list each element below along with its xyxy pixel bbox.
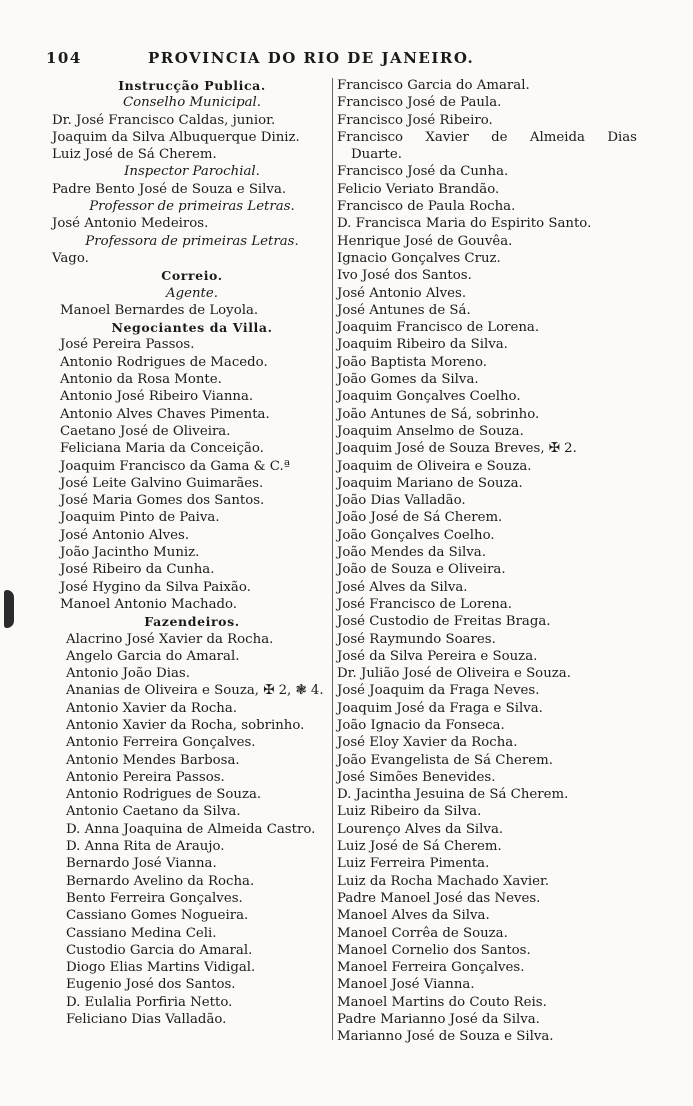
list-item: Manoel Antonio Machado. [60,596,238,612]
list-item: Antonio Xavier da Rocha. [66,700,238,716]
list-item: Dr. Julião José de Oliveira e Souza. [337,666,571,682]
fazendeiros-list [52,631,332,1029]
list-item: José Alves da Silva. [337,579,468,595]
subheading-conselho: Conselho Municipal. [122,95,262,111]
list-item: Padre Manoel José das Neves. [337,890,541,906]
section-heading-negociantes: Negociantes da Villa. [111,320,273,336]
list-item: Joaquim Francisco de Lorena. [337,320,540,336]
list-item: João Gomes da Silva. [337,372,479,388]
list-item: Antonio Alves Chaves Pimenta. [60,406,270,422]
list-item: José Ribeiro da Cunha. [60,562,215,578]
subheading-agente: Agente. [166,285,218,301]
professor-list [52,215,332,232]
list-item: Antonio Caetano da Silva. [66,804,241,820]
list-item: Custodio Garcia do Amaral. [66,942,253,958]
list-item: Antonio Rodrigues de Macedo. [60,354,268,370]
justified-word: Francisco [337,129,404,145]
list-item: D. Anna Rita de Araujo. [66,839,225,855]
list-item: Marianno José de Souza e Silva. [337,1029,554,1045]
list-item: José Simões Benevides. [337,769,496,785]
list-item: João Dias Valladão. [337,493,466,509]
list-item: João Baptista Moreno. [337,354,488,370]
list-item: Eugenio José dos Santos. [66,977,236,993]
right-list-a [337,77,637,129]
list-item: Feliciana Maria da Conceição. [60,441,264,457]
list-item: Manoel Alves da Silva. [337,908,490,924]
list-item: Antonio Mendes Barbosa. [66,752,240,768]
list-item: Antonio João Dias. [66,666,190,682]
list-item: Francisco Garcia do Amaral. [337,78,530,93]
list-item: Manoel Cornelio dos Santos. [337,942,531,958]
list-item: Manoel José Vianna. [337,977,475,993]
list-item: Joaquim de Oliveira e Souza. [337,458,532,474]
inspector-list [52,181,332,198]
list-item: Manoel Bernardes de Loyola. [60,302,259,318]
list-item: Ignacio Gonçalves Cruz. [337,250,501,266]
list-item: João Evangelista de Sá Cherem. [337,752,553,768]
list-item: Antonio Ferreira Gonçalves. [66,735,256,751]
list-item: José Antunes de Sá. [337,302,471,318]
continuation-line: Duarte. [351,147,402,163]
list-item: Francisco José da Cunha. [337,164,509,180]
list-item: Cassiano Gomes Nogueira. [66,908,249,924]
list-item: Luiz Ferreira Pimenta. [337,856,490,872]
list-item: José da Silva Pereira e Souza. [337,648,538,664]
correio-list [52,302,332,319]
list-item: Antonio José Ribeiro Vianna. [60,389,254,405]
list-item: José Eloy Xavier da Rocha. [337,735,518,751]
list-item: Diogo Elias Martins Vidigal. [66,960,256,976]
list-item: Luiz da Rocha Machado Xavier. [337,873,550,889]
list-item: Joaquim Francisco da Gama & C.ª [60,458,290,474]
list-item: Lourenço Alves da Silva. [337,821,504,837]
list-item: Ananias de Oliveira e Souza, ✠ 2, ❃ 4. [66,683,324,699]
list-item: Joaquim Mariano de Souza. [337,475,523,491]
negociantes-list [52,336,332,613]
list-item: Padre Bento José de Souza e Silva. [52,181,287,197]
list-item: D. Jacintha Jesuina de Sá Cherem. [337,787,569,803]
list-item: Ivo José dos Santos. [337,268,472,284]
justified-word: Dias [607,129,637,145]
list-item: Francisco José Ribeiro. [337,112,493,128]
list-item: Joaquim da Silva Albuquerque Diniz. [52,129,300,145]
subheading-professora: Professora de primeiras Letras. [85,233,299,249]
list-item: João de Souza e Oliveira. [337,562,506,578]
list-item: Joaquim Pinto de Paiva. [60,510,220,526]
section-heading-instrucao: Instrucção Publica. [118,78,266,93]
justified-word: de [491,129,508,145]
subheading-inspector: Inspector Parochial. [124,164,260,180]
list-item: Bernardo José Vianna. [66,856,217,872]
subheading-professor: Professor de primeiras Letras. [89,199,295,215]
list-item: Manoel Martins do Couto Reis. [337,994,547,1010]
list-item: João Gonçalves Coelho. [337,527,495,543]
list-item: Joaquim Anselmo de Souza. [337,423,524,439]
list-item: Antonio Xavier da Rocha, sobrinho. [66,717,305,733]
list-item: D. Francisca Maria do Espirito Santo. [337,216,592,232]
list-item: Cassiano Medina Celi. [66,925,217,941]
list-item: Felicio Veriato Brandão. [337,181,500,197]
page-number: 104 [46,49,82,67]
right-justified-line [337,129,637,146]
list-item: Luiz José de Sá Cherem. [52,147,217,163]
list-item: Alacrino José Xavier da Rocha. [66,631,274,647]
list-item: José Francisco de Lorena. [337,596,512,612]
list-item: José Leite Galvino Guimarães. [60,475,264,491]
list-item: João Antunes de Sá, sobrinho. [337,406,540,422]
list-item: Joaquim José de Souza Breves, ✠ 2. [337,441,577,457]
list-item: Bernardo Avelino da Rocha. [66,873,255,889]
list-item: José Raymundo Soares. [337,631,496,647]
list-item: Antonio Rodrigues de Souza. [66,787,262,803]
list-item: Luiz Ribeiro da Silva. [337,804,482,820]
professora-list [52,250,332,267]
list-item: Manoel Corrêa de Souza. [337,925,508,941]
list-item: José Pereira Passos. [60,337,195,353]
list-item: Joaquim Ribeiro da Silva. [337,337,508,353]
list-item: José Maria Gomes dos Santos. [60,493,265,509]
list-item: Joaquim Gonçalves Coelho. [337,389,521,405]
list-item: Vago. [52,250,89,266]
list-item: Manoel Ferreira Gonçalves. [337,960,525,976]
list-item: José Joaquim da Fraga Neves. [337,683,540,699]
list-item: Antonio Pereira Passos. [66,769,225,785]
list-item: Caetano José de Oliveira. [60,423,231,439]
list-item: José Antonio Alves. [337,285,467,301]
list-item: José Custodio de Freitas Braga. [337,614,551,630]
list-item: D. Eulalia Porfiria Netto. [66,994,233,1010]
page-header [46,49,586,71]
right-column [337,77,637,1046]
binding-clip-mark [4,590,14,628]
list-item: Luiz José de Sá Cherem. [337,839,502,855]
list-item: João José de Sá Cherem. [337,510,503,526]
list-item: João Jacintho Muniz. [60,545,200,561]
left-column [52,77,332,1028]
list-item: Feliciano Dias Valladão. [66,1012,227,1028]
justified-word: Almeida [529,129,585,145]
list-item: José Antonio Alves. [60,527,190,543]
page-title: PROVINCIA DO RIO DE JANEIRO. [148,49,475,67]
section-heading-fazendeiros: Fazendeiros. [144,614,240,630]
list-item: Bento Ferreira Gonçalves. [66,890,243,906]
list-item: D. Anna Joaquina de Almeida Castro. [66,821,316,837]
list-item: Antonio da Rosa Monte. [60,372,222,388]
list-item: Angelo Garcia do Amaral. [66,648,240,664]
justified-word: Xavier [425,129,469,145]
list-item: José Antonio Medeiros. [52,216,209,232]
column-divider [332,78,333,1040]
list-item: Padre Marianno José da Silva. [337,1012,540,1028]
list-item: Dr. José Francisco Caldas, junior. [52,112,276,128]
list-item: José Hygino da Silva Paixão. [60,579,251,595]
right-list-b [337,163,637,1045]
list-item: Francisco José de Paula. [337,95,502,111]
list-item: Joaquim José da Fraga e Silva. [337,700,543,716]
list-item: João Ignacio da Fonseca. [337,717,505,733]
section-heading-correio: Correio. [161,268,223,284]
list-item: João Mendes da Silva. [337,545,486,561]
list-item: Henrique José de Gouvêa. [337,233,513,249]
conselho-list [52,112,332,164]
list-item: Francisco de Paula Rocha. [337,199,516,215]
